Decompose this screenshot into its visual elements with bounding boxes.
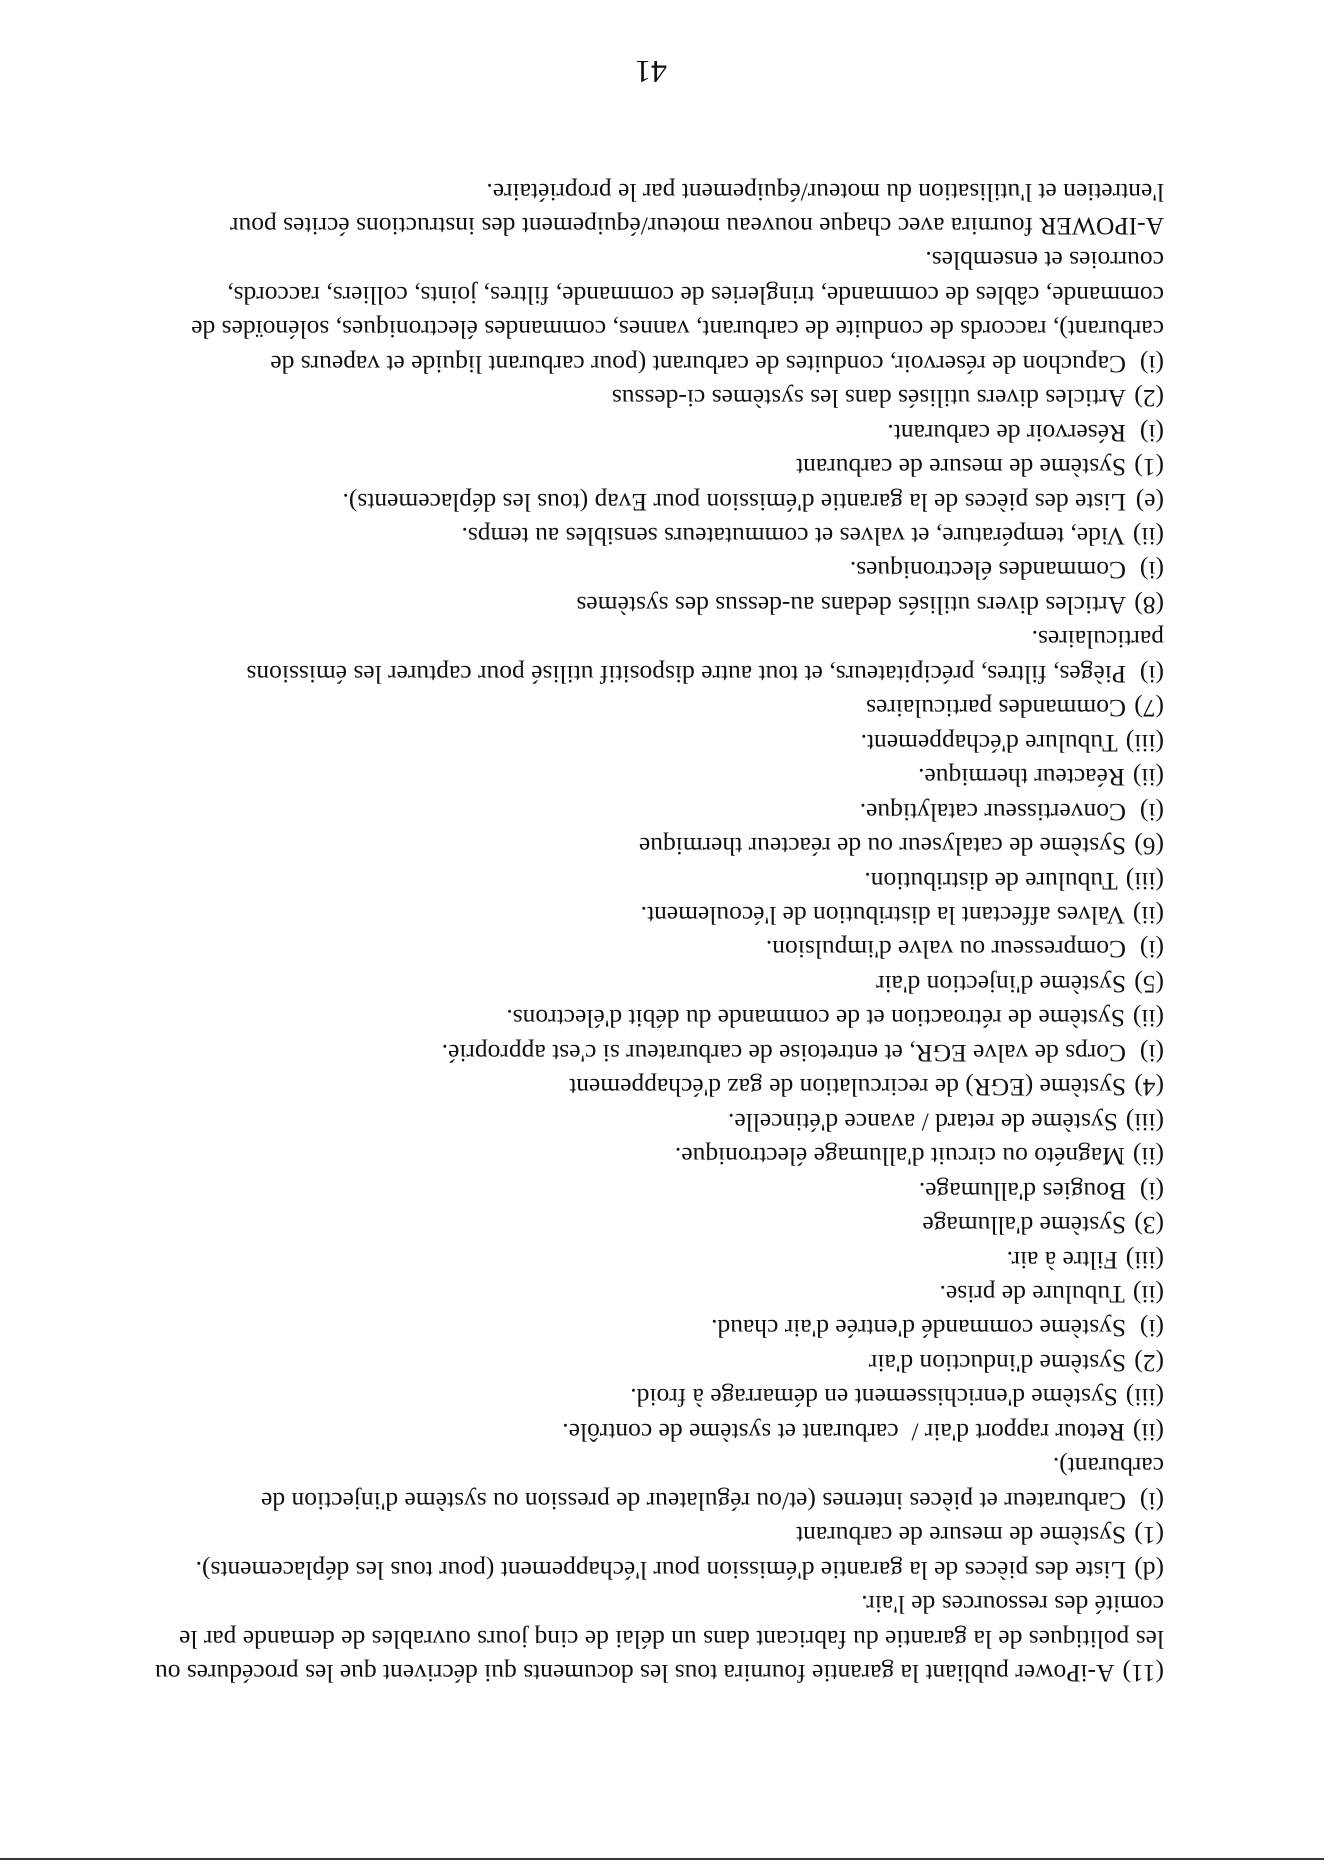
group-title: Articles divers utilisés dans les systèmes ci-dessus [611, 384, 1126, 414]
group-title: Système de catalyseur ou de réacteur thermique [638, 832, 1126, 862]
list-item-label: (ii) [1132, 1004, 1164, 1034]
list-item-label: (ii) [1132, 1142, 1164, 1172]
list-item-label: (i) [1139, 1486, 1164, 1516]
group-heading [44, 691, 1164, 725]
group-heading [44, 588, 1164, 622]
group-label: (1) [1134, 1521, 1164, 1551]
list-item-label: (i) [1139, 659, 1164, 689]
closing-text: l'entretien et l'utilisation du moteur/équipement par le propriétaire. [486, 177, 1164, 207]
list-item-continuation [44, 1449, 1164, 1483]
list-item-label: (i) [1139, 1176, 1164, 1206]
list-item [44, 1277, 1164, 1311]
list-item-label: (i) [1139, 418, 1164, 448]
list-item [44, 898, 1164, 932]
list-item-label: (ii) [1132, 1417, 1164, 1447]
list-item [44, 725, 1164, 759]
list-item [44, 415, 1164, 449]
paragraph-label: (11) [1122, 1659, 1164, 1688]
list-item-text: Carburateur et pièces internes (et/ou régulateur de pression ou système d'injection de [261, 1486, 1126, 1516]
list-item-label: (iii) [1125, 728, 1164, 758]
group-heading [44, 1208, 1164, 1242]
list-item-label: (i) [1139, 935, 1164, 965]
group-heading [44, 1070, 1164, 1104]
paragraph-text: les politiques de la garantie du fabricant dans un délai de cinq jours ouvrables de demande par le [179, 1624, 1164, 1654]
group-heading [44, 829, 1164, 863]
group-title: Système d'injection d'air [876, 969, 1126, 999]
list-item-text: Système commandé d'entrée d'air chaud. [711, 1314, 1126, 1344]
list-item-text: Filtre à air. [1006, 1245, 1118, 1275]
list-item-label: (i) [1139, 1314, 1164, 1344]
list-item [44, 1483, 1164, 1517]
group-label: (5) [1134, 969, 1164, 999]
paragraph-line [44, 1621, 1164, 1655]
list-item-text: Réacteur thermique. [918, 763, 1125, 793]
list-item-text: commande, câbles de commande, tringleries de commande, filtres, joints, colliers, raccords, [227, 280, 1164, 310]
list-item-label: (iii) [1125, 1383, 1164, 1413]
list-item-label: (i) [1139, 349, 1164, 379]
list-item-label: (i) [1139, 797, 1164, 827]
list-item-text: Bougies d'allumage. [918, 1176, 1126, 1206]
list-item-label: (i) [1139, 1038, 1164, 1068]
group-label: (7) [1134, 694, 1164, 724]
list-item [44, 1139, 1164, 1173]
list-item-continuation [44, 243, 1164, 277]
list-item-text: Pièges, filtres, précipitateurs, et tout autre dispositif utilisé pour capturer les émissions [246, 659, 1126, 689]
paragraph-text: A-iPower publiant la garantie fournira tous les documents qui décrivent que les procédures ou [154, 1659, 1115, 1688]
list-item [44, 1035, 1164, 1069]
group-title: Système de mesure de carburant [796, 1521, 1126, 1551]
list-item-text: carburant), raccords de conduite de carburant, vannes, commandes électroniques, solénoïdes de [191, 315, 1164, 345]
paragraph-line [44, 1587, 1164, 1621]
list-item-text: Corps de valve EGR, et entretoise de carburateur si c'est approprié. [441, 1038, 1126, 1068]
group-label: (4) [1134, 1073, 1164, 1103]
group-title: Système de mesure de carburant [796, 453, 1126, 483]
list-item-text: Valves affectant la distribution de l'écoulement. [640, 901, 1125, 931]
list-item [44, 794, 1164, 828]
group-label: (8) [1134, 590, 1164, 620]
group-title: Système (EGR) de recirculation de gaz d'échappement [569, 1073, 1126, 1103]
group-label: (2) [1134, 1348, 1164, 1378]
list-item [44, 346, 1164, 380]
list-item-label: (ii) [1132, 763, 1164, 793]
list-item-text: Vide, température, et valves et commutateurs sensibles au temps. [461, 522, 1125, 552]
page-edge-rule [0, 1858, 1324, 1860]
list-item [44, 863, 1164, 897]
list-item-label: (iii) [1125, 866, 1164, 896]
list-item [44, 519, 1164, 553]
group-label: (6) [1134, 832, 1164, 862]
section-title: Liste des pièces de la garantie d'émission pour l'échappement (pour tous les déplacements). [195, 1555, 1126, 1585]
list-item-text: Compresseur ou valve d'impulsion. [765, 935, 1126, 965]
list-item-label: (ii) [1132, 522, 1164, 552]
list-item [44, 1414, 1164, 1448]
list-item-text: Commandes électroniques. [849, 556, 1126, 586]
group-heading [44, 966, 1164, 1000]
group-heading [44, 381, 1164, 415]
section-heading [44, 1552, 1164, 1586]
list-item-text: Réservoir de carburant. [887, 418, 1126, 448]
list-item-text: courroies et ensembles. [925, 246, 1164, 276]
list-item [44, 1242, 1164, 1276]
list-item-text: Tubulure d'échappement. [860, 728, 1118, 758]
list-item-label: (iii) [1125, 1245, 1164, 1275]
group-heading [44, 1345, 1164, 1379]
closing-text: A-IPOWER fournira avec chaque nouveau moteur/équipement des instructions écrites pour [230, 211, 1164, 241]
list-item [44, 553, 1164, 587]
group-heading [44, 450, 1164, 484]
group-label: (3) [1134, 1211, 1164, 1241]
list-item-text: carburant). [1052, 1452, 1164, 1482]
section-label: (e) [1135, 487, 1164, 517]
list-item-text: Système d'enrichissement en démarrage à froid. [630, 1383, 1118, 1413]
list-item-text: Retour rapport d'air / carburant et système de contrôle. [562, 1417, 1125, 1447]
list-item-text: Convertisseur catalytique. [859, 797, 1126, 827]
list-item [44, 1311, 1164, 1345]
list-item-text: Tubulure de prise. [939, 1280, 1125, 1310]
paragraph-text: comité des ressources de l'air. [861, 1590, 1164, 1620]
list-item-continuation [44, 312, 1164, 346]
list-item [44, 1001, 1164, 1035]
section-title: Liste des pièces de la garantie d'émission pour Evap (tous les déplacements). [342, 487, 1126, 517]
list-item-text: particulaires. [1031, 625, 1164, 655]
list-item [44, 1104, 1164, 1138]
list-item [44, 1380, 1164, 1414]
paragraph-line [44, 1656, 1164, 1690]
group-title: Articles divers utilisés dedans au-dessus des systèmes [576, 590, 1126, 620]
list-item-label: (iii) [1125, 1107, 1164, 1137]
list-item-text: Système de retard / avance d'étincelle. [728, 1107, 1118, 1137]
list-item [44, 760, 1164, 794]
list-item-label: (ii) [1132, 901, 1164, 931]
list-item-continuation [44, 277, 1164, 311]
group-label: (1) [1134, 453, 1164, 483]
list-item [44, 656, 1164, 690]
group-label: (2) [1134, 384, 1164, 414]
list-item [44, 1173, 1164, 1207]
group-title: Système d'induction d'air [868, 1348, 1126, 1378]
list-item-text: Système de rétroaction et de commande du débit d'électrons. [506, 1004, 1125, 1034]
section-heading [44, 484, 1164, 518]
list-item-text: Tubulure de distribution. [864, 866, 1118, 896]
document-body [44, 174, 1164, 1690]
group-heading [44, 1518, 1164, 1552]
group-title: Commandes particulaires [866, 694, 1126, 724]
list-item-label: (i) [1139, 556, 1164, 586]
list-item [44, 932, 1164, 966]
list-item-text: Capuchon de réservoir, conduites de carburant (pour carburant liquide et vapeurs de [270, 349, 1126, 379]
group-title: Système d'allumage [922, 1211, 1126, 1241]
list-item-label: (ii) [1132, 1280, 1164, 1310]
list-item-continuation [44, 622, 1164, 656]
closing-line [44, 174, 1164, 208]
list-item-text: Magnéto ou circuit d'allumage électronique. [674, 1142, 1125, 1172]
page-number: 41 [635, 54, 667, 90]
closing-line [44, 209, 1164, 243]
section-label: (d) [1134, 1555, 1164, 1585]
